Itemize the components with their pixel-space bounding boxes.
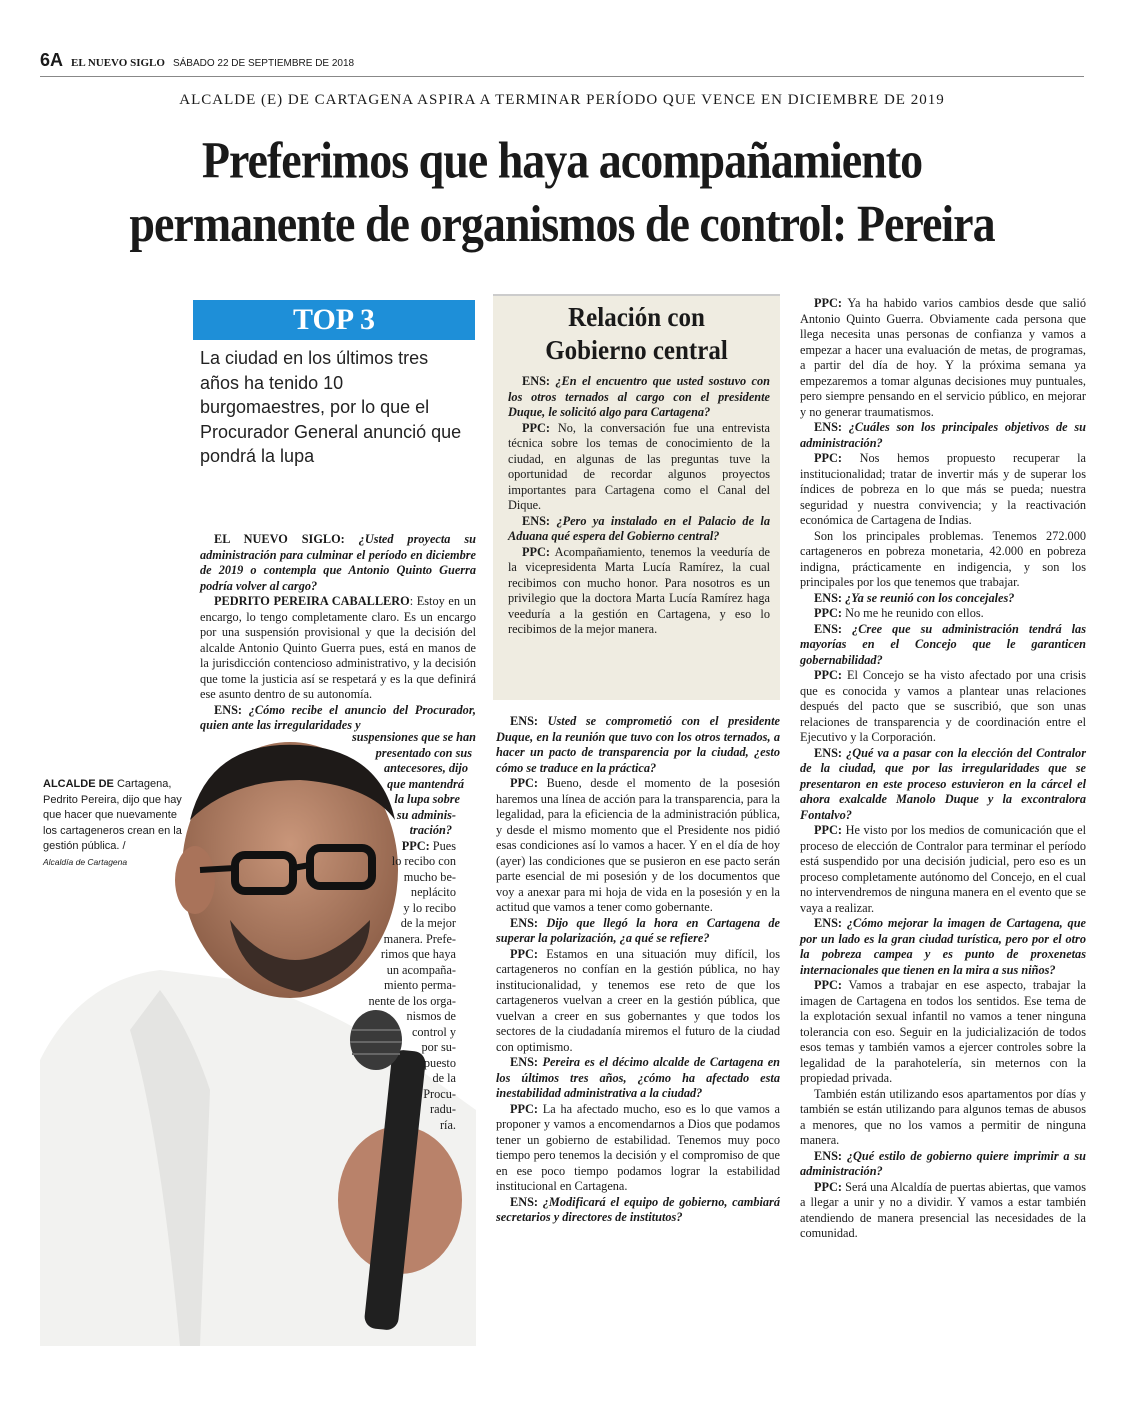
wrapped-line: presentado con sus: [375, 745, 472, 760]
answer: PPC: Nos hemos propuesto recuperar la institucionalidad; tratar de invertir más y de superar los índices de pobreza en lo que más se pueda; nuestra seguridad y nuestra convivencia; y la reactivación económica de Cartagena de Indias.: [800, 451, 1086, 527]
question: ENS: ¿Modificará el equipo de gobierno, cambiará secretarios y directores de institutos?: [496, 1194, 780, 1224]
question: ENS: ¿Cree que su administración tendrá las mayorías en el Concejo que le garanticen gobernabilidad?: [800, 621, 1086, 667]
question: ENS: Pereira es el décimo alcalde de Cartagena en los últimos tres años, ¿cómo ha afectado esta inestabilidad administrativa a la ciudad?: [496, 1055, 780, 1100]
answer: PPC: No me he reunido con ellos.: [814, 606, 984, 620]
wrapped-line: manera. Prefe-: [383, 931, 456, 946]
wrapped-line: un acompaña-: [386, 962, 456, 977]
wrapped-line: PPC: Pues: [401, 838, 456, 853]
answer: PPC: La ha afectado mucho, eso es lo que vamos a proponer y vamos a encomendarnos a Dios que podamos tener un gobierno de estabilidad. Tenemos muy poco tiempo pero tenemos la decisión y el compromiso de que en ese poco tiempo podamos lograr la estabilidad institucional en Cartagena.: [496, 1101, 780, 1193]
wrapped-line: y lo recibo: [403, 900, 456, 915]
wrapped-line: puesto: [423, 1055, 456, 1070]
answer: PPC: He visto por los medios de comunicación que el proceso de elección de Contralor para terminar el período está suspendido por una decisión judicial, pero eso es un proceso completamente autónomo del Concejo, en el cual no intervendremos de ninguna manera en el evento que se vaya a realizar.: [800, 823, 1086, 915]
answer: PPC: El Concejo se ha visto afectado por una crisis que es conocida y vamos a plantear unas relaciones después del pacto que se suscribió, que son unas relaciones de transparencia y de coordinación entre el Ejecutivo y la Corporación.: [800, 668, 1086, 744]
wrapped-line: nismos de: [406, 1009, 456, 1023]
wrapped-line: rimos que haya: [380, 947, 456, 961]
headline-line-1: Preferimos que haya acompañamiento: [201, 131, 923, 189]
answer-continued: También están utilizando esos apartamentos por días y también se están utilizando para algunos temas de abusos a menores, que no los vamos a permitir de ninguna manera.: [800, 1086, 1086, 1147]
page-number: 6A: [40, 50, 64, 70]
column-2-text: [496, 714, 780, 1226]
wrapped-line: antecesores, dijo: [383, 761, 468, 775]
wrapped-line: neplácito: [410, 885, 456, 899]
wrapped-line: que mantendrá: [387, 776, 464, 791]
wrapped-line: nente de los orga-: [368, 993, 456, 1008]
wrapped-line: la lupa sobre: [394, 792, 460, 806]
answer: PPC: Bueno, desde el momento de la posesión haremos una línea de acción para la transparencia, para la legalidad, para la eficiencia de la administración pública, y desde el mismo momento que el Presidente nos pidió esas condiciones así lo vamos a hacer. Y en el día de hoy (ayer) las condiciones que se pusieron en ese pacto serán parte esencial de mi posesión y de los documentos que voy a anexar para mi hoja de vida en la posesión y en la actitud que vamos a tener como gobernante.: [496, 776, 780, 914]
column-3-text: [800, 296, 1086, 1242]
wrapped-line: radu-: [430, 1102, 456, 1116]
answer: PPC: Será una Alcaldía de puertas abiertas, que vamos a llegar a unir y no a dividir. Y vamos a estar también atendiendo de manera presencial las necesidades de la comunidad.: [800, 1179, 1086, 1240]
sidebar-title: Relación con Gobierno central: [545, 303, 728, 366]
answer-continuation: [40, 839, 476, 1134]
answer: PPC: Estamos en una situación muy difícil, los cartageneros no confían en la gestión pública, no hay institucionalidad, y tenemos ese reto de que los cartageneros vuelvan a creer en la gestión pública, que vuelvan a creer en sus gobernantes y que todos los sectores de la ciudadanía miremos el futuro de la ciudad con optimismo.: [496, 946, 780, 1054]
newspaper-name: EL NUEVO SIGLO: [71, 57, 165, 69]
question: EL NUEVO SIGLO: ¿Usted proyecta su administración para culminar el período en diciembre de 2019 o contempla que Antonio Quinto Guerra podría volver al cargo?: [200, 532, 476, 593]
header-rule: [40, 76, 1084, 77]
top3-text: La ciudad en los últimos tres años ha tenido 10 burgomaestres, por lo que el Procurador General anunció que pondrá la lupa: [200, 348, 462, 466]
wrapped-line: mucho be-: [403, 869, 456, 884]
wrapped-line: control y: [411, 1024, 456, 1039]
answer: PPC: Vamos a trabajar en ese aspecto, trabajar la imagen de Cartagena en todos los sentidos. Ese tema de la explotación sexual infantil no vamos a tener ninguna tolerancia con eso. Seguir en la judicialización de todos esos temas y también vamos a ejercer controles sobre la legalidad de la parahotelería, sin meternos con la propiedad privada.: [800, 978, 1086, 1085]
answer-continued: Son los principales problemas. Tenemos 272.000 cartageneros en pobreza monetaria, 42.000 en pobreza indigna, prácticamente en indigencia, y son los principales por los que tenemos que trabajar.: [800, 528, 1086, 589]
question: ENS: Dijo que llegó la hora en Cartagena de superar la polarización, ¿a qué se refiere?: [496, 915, 780, 945]
question: ENS: Usted se comprometió con el presidente Duque, en la reunión que tuvo con los otros ternados, a hacer un pacto de transparencia por la ciudad, ¿esto cómo se traduce en la práctica?: [496, 714, 780, 775]
answer: PPC: Acompañamiento, tenemos la veeduría de la vicepresidenta Marta Lucía Ramírez, la cual recibimos con mucho honor. Para nosotros es un privilegio que la doctora Marta Lucía Ramírez haga veeduría a la gestión en Cartagena, y eso lo recibimos de la mejor manera.: [508, 544, 770, 636]
question: ENS: ¿En el encuentro que usted sostuvo con los otros ternados al cargo con el presidente Duque, le solicitó algo para Cartagena?: [508, 374, 770, 419]
wrapped-line: miento perma-: [383, 978, 456, 992]
photo-credit: Alcaldía de Cartagena: [43, 856, 128, 867]
question: ENS: ¿Qué estilo de gobierno quiere imprimir a su administración?: [800, 1148, 1086, 1178]
answer: PPC: No, la conversación fue una entrevista técnica sobre los temas de conocimiento de la ciudad, en algunas de las preguntas tuve la oportunidad de recordar algunos proyectos importantes para Cartagena como el Canal del Dique.: [508, 420, 770, 512]
question: ENS: ¿Cómo recibe el anuncio del Procurador, quien ante las irregularidades y: [200, 702, 476, 732]
question: ENS: ¿Ya se reunió con los concejales?: [814, 590, 1015, 605]
wrapped-line: su adminis-: [396, 807, 456, 822]
question: ENS: ¿Cómo mejorar la imagen de Cartagena, que por un lado es la gran ciudad turística, pero por el otro la pobreza campea y es punto de proxenetas internacionales que tienen en la mira a sus niños?: [800, 916, 1086, 977]
sidebar-text: [508, 374, 770, 638]
answer: PPC: Ya ha habido varios cambios desde que salió Antonio Quinto Guerra. Obviamente cada persona que llega necesita unas personas de confianza y vamos a empezar a hacer una evaluación de metas, de programas, a partir del día de hoy. Y la próxima semana ya empezaremos a tomar algunas decisiones muy puntuales, pero siempre pensando en el servicio público, en mejorar y no generar traumatismos.: [800, 296, 1086, 419]
wrapped-line: Procu-: [423, 1086, 456, 1101]
page-folio: [40, 50, 354, 72]
question: ENS: ¿Pero ya instalado en el Palacio de la Aduana qué espera del Gobierno central?: [508, 513, 770, 543]
headline: [30, 128, 1094, 256]
wrapped-line: de la mejor: [400, 916, 456, 930]
column-1-text: [200, 532, 476, 734]
question: ENS: ¿Cuáles son los principales objetivos de su administración?: [800, 420, 1086, 450]
question: ENS: ¿Qué va a pasar con la elección del Contralor de la ciudad, que por las irregularidades que se presentaron en este proceso estuvieron en la cárcel el ahora exalcalde Manolo Duque y la excontralora Fontalvo?: [800, 745, 1086, 822]
wrapped-line: lo recibo con: [391, 854, 456, 868]
wrapped-line: suspensiones que se han: [351, 730, 476, 744]
photo-caption: ALCALDE DE Cartagena, Pedrito Pereira, dijo que hay que hacer que nuevamente los cartageneros crean en la gestión pública. / Alcaldía de Cartagena: [43, 777, 183, 870]
headline-line-2: permanente de organismos de control: Pereira: [129, 195, 995, 253]
answer: PEDRITO PEREIRA CABALLERO: Estoy en un encargo, lo tengo completamente claro. Es un encargo por una suspensión provisional y que la decisión del alcalde Antonio Quinto Guerra pues, está en manos de la jurisdicción contencioso administrativo, y la decisión que tome la justicia así se respetará y es la que definirá ese asunto dentro de su autonomía.: [200, 594, 476, 701]
top3-label: TOP 3: [193, 300, 475, 340]
speaker-label: PPC:: [401, 838, 430, 853]
wrapped-line: tración?: [409, 823, 452, 837]
wrapped-line: ría.: [439, 1117, 456, 1132]
kicker: ALCALDE (E) DE CARTAGENA ASPIRA A TERMINAR PERÍODO QUE VENCE EN DICIEMBRE DE 2019: [179, 92, 945, 108]
wrapped-line: de la: [432, 1071, 456, 1085]
wrapped-line: por su-: [421, 1040, 456, 1054]
publication-date: SÁBADO 22 DE SEPTIEMBRE DE 2018: [172, 58, 355, 69]
